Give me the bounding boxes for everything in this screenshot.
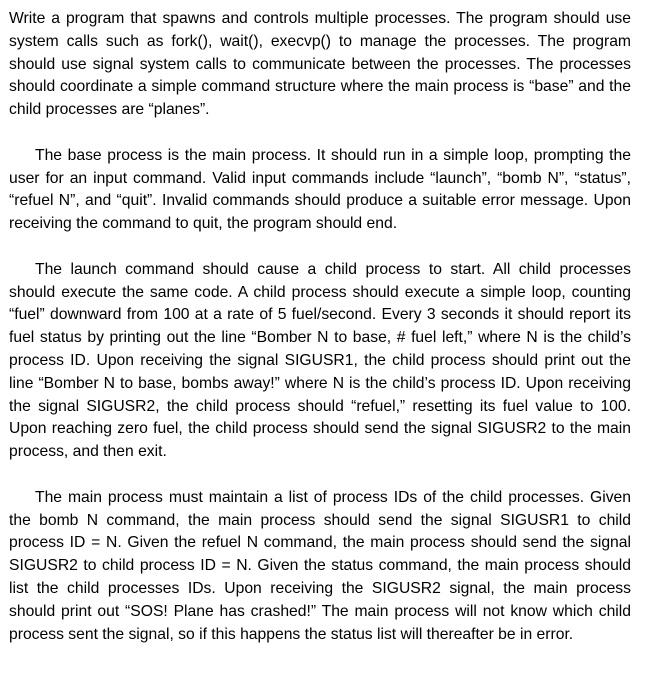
- paragraph-base-process: The base process is the main process. It should run in a simple loop, prompting the user for an input command. Valid input commands include “launch”, “bomb N”, “status”, “refuel N”, and “quit”. Invalid commands should produce a suitable error message. Upon receiving the command to quit, the program should end.: [9, 146, 631, 233]
- paragraph-launch-command: The launch command should cause a child process to start. All child processes should execute the same code. A child process should execute a simple loop, counting “fuel” downward from 100 at a rate of 5 fuel/second. Every 3 seconds it should report its fuel status by printing out the line “Bomber N to base, # fuel left,” where N is the child’s process ID. Upon receiving the signal SIGUSR1, the child process should print out the line “Bomber N to base, bombs away!” where N is the child’s process ID. Upon receiving the signal SIGUSR2, the child process should “refuel,” resetting its fuel value to 100. Upon reaching zero fuel, the child process should send the signal SIGUSR2 to the main process, and then exit.: [9, 260, 631, 461]
- paragraph-main-process: The main process must maintain a list of process IDs of the child processes. Given the bomb N command, the main process should send the signal SIGUSR1 to child process ID = N. Given the refuel N command, the main process should send the signal SIGUSR2 to child process ID = N. Given the status command, the main process should list the child processes IDs. Upon receiving the SIGUSR2 signal, the main process should print out “SOS! Plane has crashed!” The main process will not know which child process sent the signal, so if this happens the status list will thereafter be in error.: [9, 488, 631, 643]
- assignment-document: [9, 8, 631, 669]
- paragraph-intro: Write a program that spawns and controls multiple processes. The program should use system calls such as fork(), wait(), execvp() to manage the processes. The program should use signal system calls to communicate between the processes. The processes should coordinate a simple command structure where the main process is “base” and the child processes are “planes”.: [9, 10, 631, 119]
